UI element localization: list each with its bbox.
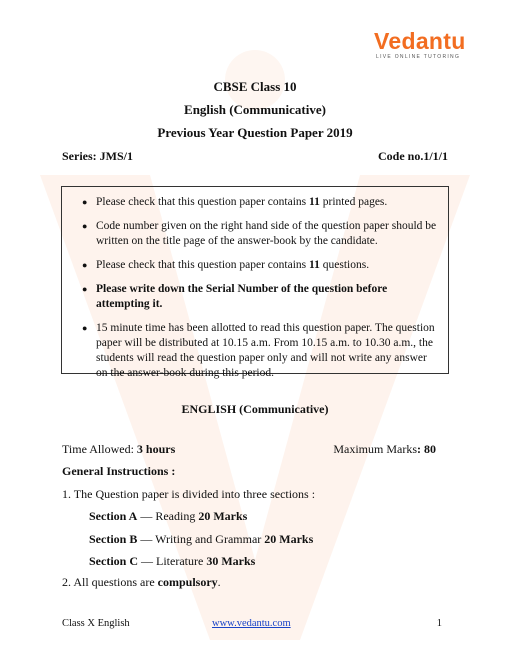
- general-instructions-heading: General Instructions :: [62, 464, 176, 478]
- page-number: 1: [436, 618, 442, 629]
- instruction-item: ● Please write down the Serial Number of the question before attempting it.: [82, 282, 438, 312]
- vedantu-logo: [374, 30, 464, 64]
- instruction-item: ● Code number given on the right hand side of the question paper should be written on the title page of the answer-book by the candidate.: [82, 219, 438, 249]
- time-marks-row: [62, 442, 448, 457]
- title-class: CBSE Class 10: [213, 79, 297, 94]
- instructions-box: [61, 186, 449, 379]
- title-paper: Previous Year Question Paper 2019: [157, 125, 353, 140]
- page-footer: [62, 618, 448, 629]
- maximum-marks: Maximum Marks: 80: [333, 442, 436, 456]
- footer-website-link[interactable]: www.vedantu.com: [212, 618, 291, 629]
- subject-title: ENGLISH (Communicative): [181, 402, 329, 416]
- section-line: Section B — Writing and Grammar 20 Marks: [89, 532, 314, 546]
- instruction-item: ● 15 minute time has been allotted to read this question paper. The question paper will be distributed at 10.15 a.m. From 10.15 a.m. to 10.30 a.m., the students will read the question paper only and will not write any answer on the answer-book during this period.: [82, 321, 438, 381]
- time-allowed: Time Allowed: 3 hours: [62, 442, 176, 456]
- instruction-point-2: 2. All questions are compulsory.: [62, 575, 221, 589]
- instructions-list: [62, 187, 448, 381]
- instruction-item: ● Please check that this question paper contains 11 printed pages.: [82, 195, 438, 210]
- logo-tagline: LIVE ONLINE TUTORING: [376, 54, 461, 60]
- series-label: Series: JMS/1: [62, 149, 133, 163]
- title-subject: English (Communicative): [184, 102, 326, 117]
- instruction-point-1: 1. The Question paper is divided into three sections :: [62, 487, 316, 501]
- section-line: Section C — Literature 30 Marks: [89, 554, 256, 568]
- instruction-item: ● Please check that this question paper contains 11 questions.: [82, 258, 438, 273]
- code-label: Code no.1/1/1: [377, 149, 448, 163]
- footer-class: Class X English: [62, 618, 130, 629]
- section-line: Section A — Reading 20 Marks: [89, 509, 248, 523]
- logo-wordmark: Vedantu: [374, 28, 466, 54]
- series-code-row: [62, 149, 448, 164]
